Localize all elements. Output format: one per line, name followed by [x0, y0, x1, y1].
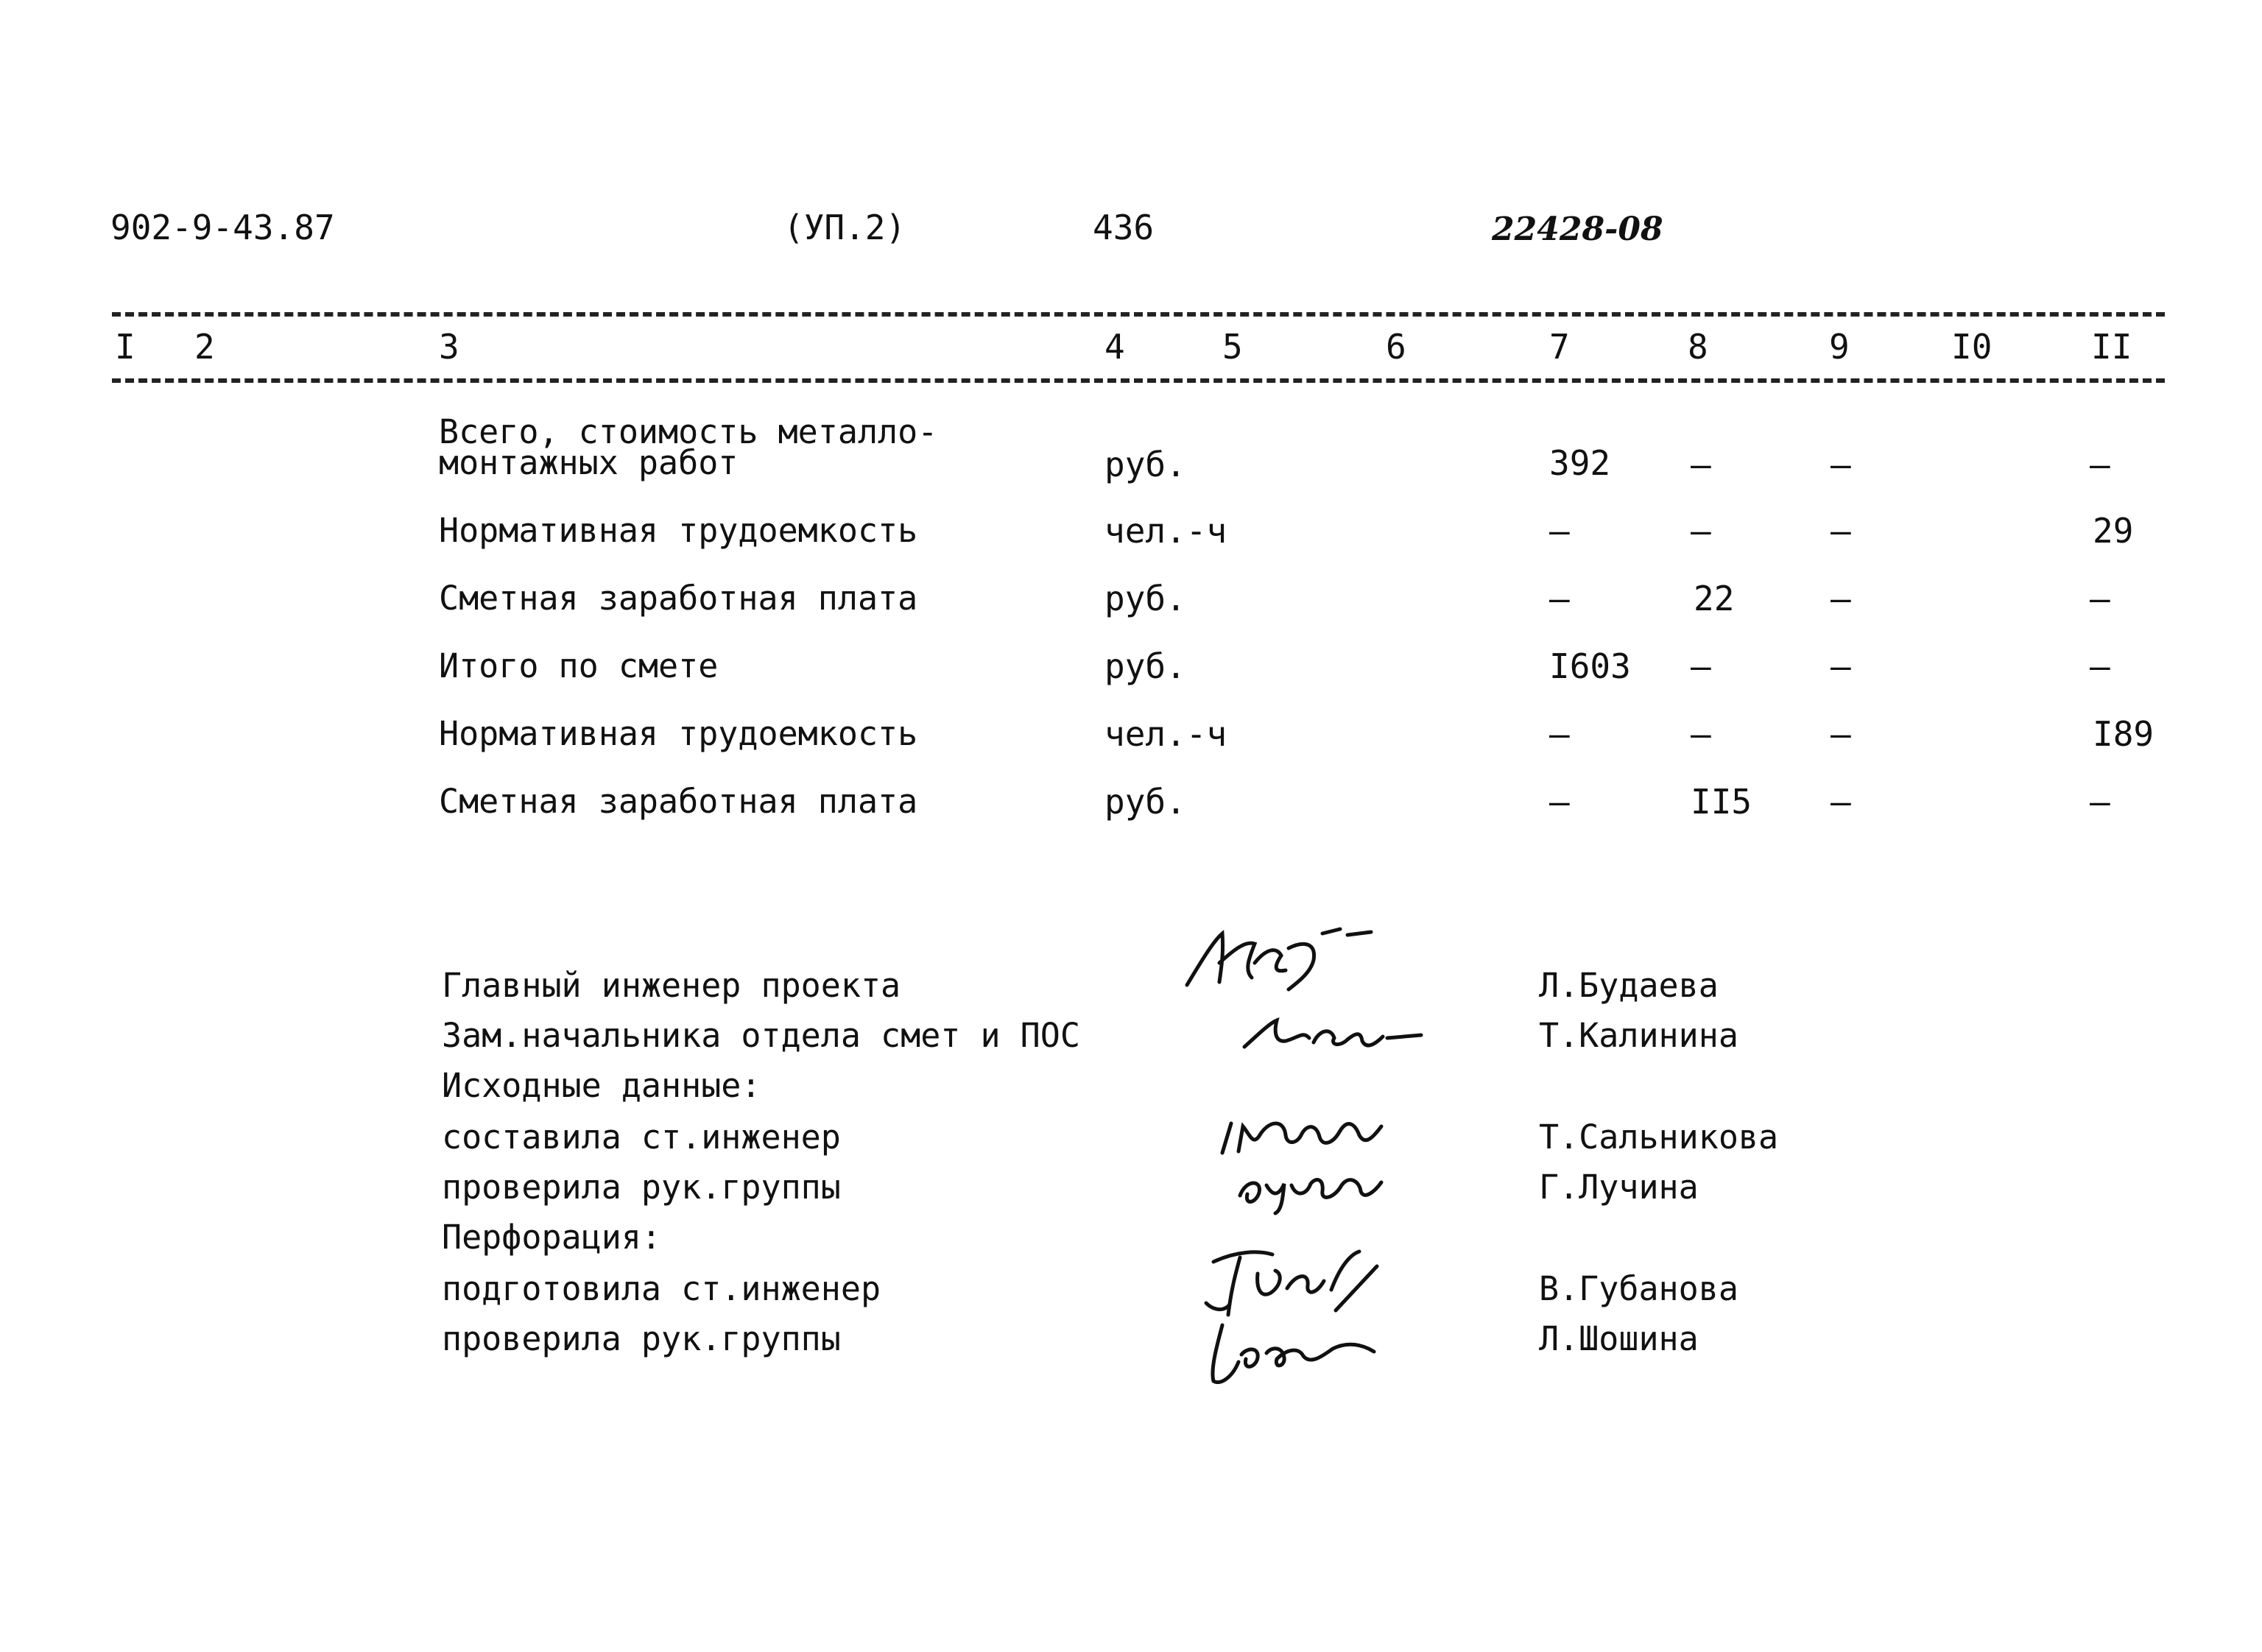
column-number-5: 5 [1222, 327, 1243, 367]
signature-role: Зам.начальника отдела смет и ПОС [442, 1016, 1080, 1055]
row-col11: – [2090, 646, 2110, 686]
row-unit: чел.-ч [1104, 714, 1227, 754]
row-col9: – [1831, 445, 1851, 484]
row-col11: – [2090, 445, 2110, 484]
signatory-name: Т.Калинина [1539, 1016, 1738, 1055]
column-number-1: I [115, 327, 135, 367]
row-col7: – [1549, 511, 1570, 551]
row-unit: руб. [1104, 445, 1186, 484]
document-code: 902-9-43.87 [110, 208, 335, 247]
signature-role: составила ст.инженер [442, 1118, 841, 1157]
column-number-11: II [2091, 327, 2132, 367]
page-number: 436 [1093, 208, 1155, 247]
row-unit: руб. [1104, 646, 1186, 686]
table-top-rule [112, 312, 2165, 317]
row-name-line2: монтажных работ [439, 443, 739, 482]
row-col9: – [1831, 714, 1851, 754]
section-label-perforation: Перфорация: [442, 1218, 662, 1257]
column-number-7: 7 [1549, 327, 1570, 367]
row-col11: – [2090, 782, 2110, 822]
signatory-name: Г.Лучина [1539, 1168, 1699, 1207]
signature-role: подготовила ст.инженер [442, 1269, 881, 1308]
row-unit: руб. [1104, 782, 1186, 822]
row-col9: – [1831, 511, 1851, 551]
handwritten-signature [1200, 1310, 1399, 1391]
column-number-4: 4 [1104, 327, 1125, 367]
row-unit: руб. [1104, 579, 1186, 618]
row-col7: – [1549, 579, 1570, 618]
album-number: (УП.2) [783, 208, 906, 247]
row-col9: – [1831, 579, 1851, 618]
row-col8: – [1691, 511, 1711, 551]
row-name: Сметная заработная плата [439, 579, 918, 618]
row-name-line1: Всего, стоимость металло- [439, 412, 938, 451]
column-number-6: 6 [1386, 327, 1406, 367]
row-col8: 22 [1694, 579, 1735, 618]
row-col8: – [1691, 445, 1711, 484]
column-number-8: 8 [1688, 327, 1708, 367]
signature-role: Главный инженер проекта [442, 966, 901, 1005]
signatory-name: В.Губанова [1539, 1269, 1738, 1308]
table-header-rule [112, 378, 2165, 383]
column-number-2: 2 [194, 327, 215, 367]
column-number-9: 9 [1829, 327, 1850, 367]
row-col11: 29 [2093, 511, 2134, 551]
handwritten-signature [1237, 1009, 1436, 1060]
signatory-name: Л.Шошина [1539, 1319, 1699, 1358]
row-name: Сметная заработная плата [439, 782, 918, 821]
row-col9: – [1831, 782, 1851, 822]
row-name: Итого по смете [439, 646, 719, 685]
signature-role: проверила рук.группы [442, 1319, 841, 1358]
signatory-name: Л.Будаева [1539, 966, 1719, 1005]
row-col11: – [2090, 579, 2110, 618]
handwritten-signature [1215, 1104, 1406, 1163]
row-col8: – [1691, 646, 1711, 686]
signature-role: проверила рук.группы [442, 1168, 841, 1207]
row-col7: – [1549, 714, 1570, 754]
signatory-name: Т.Сальникова [1539, 1118, 1779, 1157]
row-col7: 392 [1549, 443, 1611, 483]
row-col7: – [1549, 782, 1570, 822]
handwritten-signature [1178, 919, 1399, 1000]
row-col7: I603 [1549, 646, 1631, 686]
section-label-source-data: Исходные данные: [442, 1066, 761, 1105]
row-col8: – [1691, 714, 1711, 754]
row-col8: II5 [1691, 782, 1752, 822]
row-col9: – [1831, 646, 1851, 686]
row-name: Нормативная трудоемкость [439, 511, 918, 550]
column-number-10: I0 [1951, 327, 1993, 367]
column-number-3: 3 [439, 327, 459, 367]
row-col11: I89 [2093, 714, 2154, 754]
handwritten-signature [1230, 1157, 1399, 1216]
row-unit: чел.-ч [1104, 511, 1227, 551]
inventory-number: 22428-08 [1492, 211, 1663, 248]
row-name: Нормативная трудоемкость [439, 714, 918, 753]
